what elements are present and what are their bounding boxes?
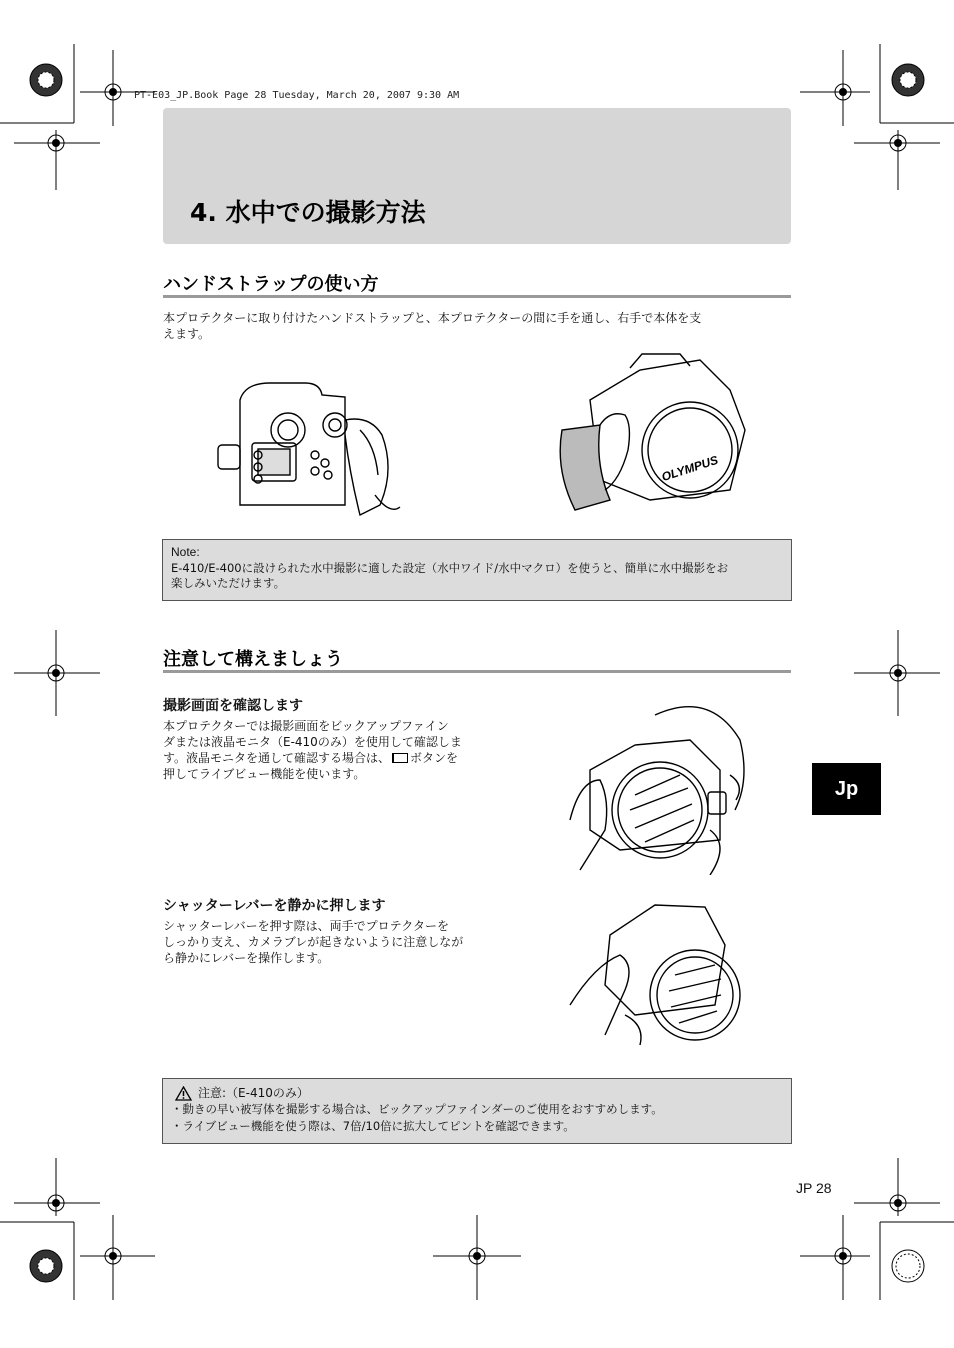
subsection1-body: 本プロテクターでは撮影画面をビックアップファイン ダまたは液晶モニタ（E-410のみ）を使用して確認しま す。液晶モニタを通して確認する場合は、 ボタンを 押してライブビュー機能を使います。	[163, 719, 462, 781]
lens-brand-label: OLYMPUS	[659, 452, 720, 485]
section1-body: 本プロテクターに取り付けたハンドストラップと、本プロテクターの間に手を通し、右手で本体を支 えます。	[163, 311, 702, 341]
section-rule	[163, 670, 791, 673]
print-header: PT-E03_JP.Book Page 28 Tuesday, March 20, 2007 9:30 AM	[134, 90, 460, 101]
warning-icon	[175, 1086, 192, 1101]
person-holding-housing-illustration	[560, 700, 770, 875]
page-number: JP 28	[796, 1180, 832, 1196]
shutter-lever-illustration	[565, 895, 765, 1060]
caution-header	[171, 1085, 783, 1101]
subsection-title-check-screen: 撮影画面を確認します	[163, 698, 303, 714]
note-label: Note:	[171, 545, 200, 559]
caution-box	[162, 1078, 792, 1144]
section-title-posture: 注意して構えましょう	[163, 649, 343, 670]
chapter-title: 4. 水中での撮影方法	[190, 198, 426, 227]
caution-label: 注意:（E-410のみ）	[198, 1086, 309, 1100]
subsection2-body: シャッターレバーを押す際は、両手でプロテクターを しっかり支え、カメラブレが起きないように注意しなが ら静かにレバーを操作します。	[163, 919, 464, 965]
housing-rear-illustration	[210, 375, 410, 525]
housing-front-illustration	[550, 350, 760, 525]
note-box	[162, 539, 792, 601]
section-title-hand-strap: ハンドストラップの使い方	[163, 274, 379, 295]
language-tab: Jp	[812, 763, 881, 815]
live-view-icon	[392, 753, 408, 763]
note-text: E-410/E-400に設けられた水中撮影に適した設定（水中ワイド/水中マクロ）を使うと、簡単に水中撮影をお 楽しみいただけます。	[171, 561, 729, 590]
caution-list	[171, 1101, 783, 1135]
section-rule	[163, 295, 791, 298]
caution-item-2: ・ライブビュー機能を使う際は、7倍/10倍に拡大してピントを確認できます。	[171, 1119, 575, 1133]
subsection-title-shutter: シャッターレバーを静かに押します	[163, 898, 386, 914]
caution-item-1: ・動きの早い被写体を撮影する場合は、ビックアップファインダーのご使用をおすすめします。	[171, 1102, 663, 1116]
